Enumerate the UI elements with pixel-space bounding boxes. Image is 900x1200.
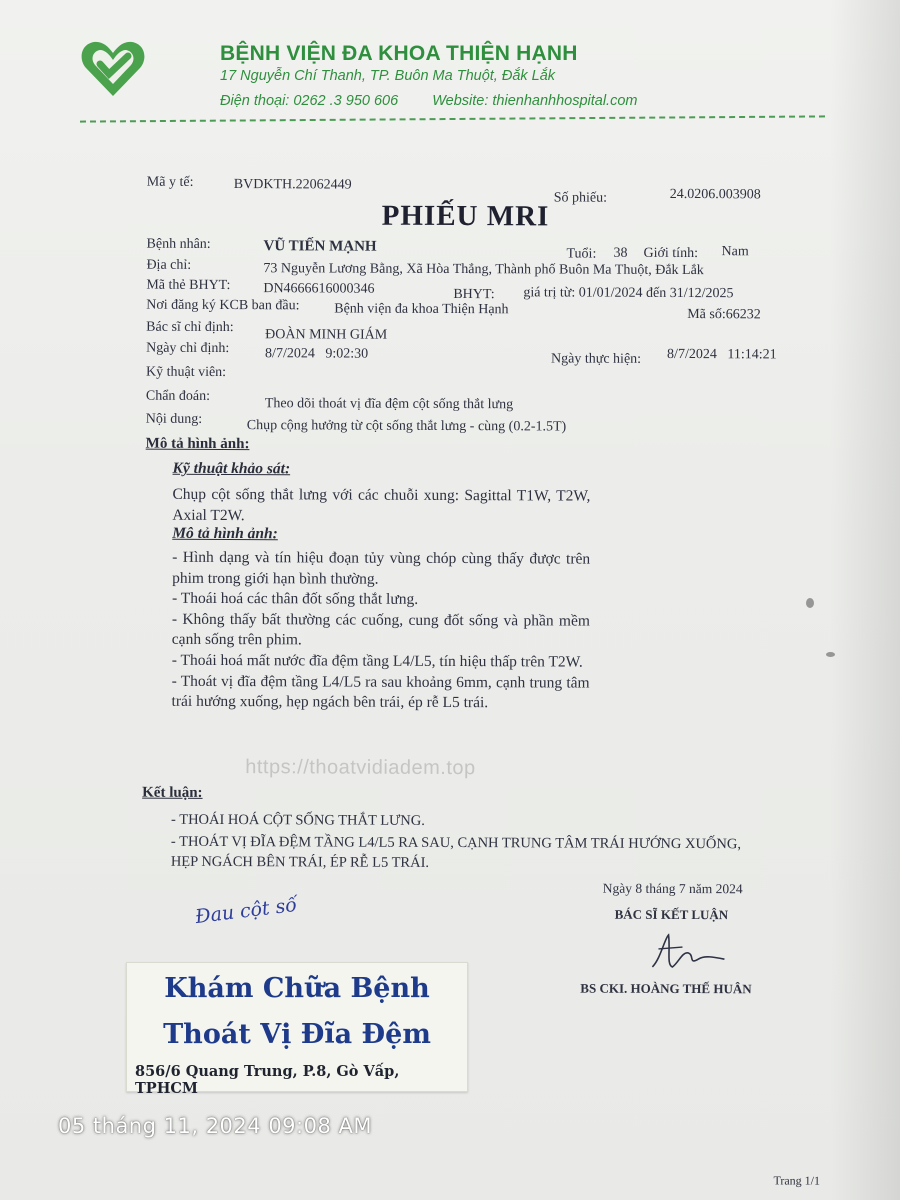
conclusion-line-2: - THOÁT VỊ ĐĨA ĐỆM TẦNG L4/L5 RA SAU, CẠNH TRUNG TÂM TRÁI HƯỚNG XUỐNG, xyxy=(170,833,742,853)
finding-item: - Thoát vị đĩa đệm tầng L4/L5 ra sau khoảng 6mm, cạnh trung tâm trái hướng xuống, hẹp ngách bên trái, ép rễ L5 trái. xyxy=(171,672,590,712)
age-value: 38 xyxy=(613,245,628,261)
hospital-website: Website: thienhanhhospital.com xyxy=(432,93,638,109)
signature-date: Ngày 8 tháng 7 năm 2024 xyxy=(602,880,743,897)
kcb-value: Bệnh viện đa khoa Thiện Hạnh xyxy=(334,301,509,318)
hospital-address: 17 Nguyễn Chí Thanh, TP. Buôn Ma Thuột, Đắk Lắk xyxy=(220,68,556,84)
doctor-label: Bác sĩ chỉ định: xyxy=(146,319,234,336)
bhyt-validity: giá trị từ: 01/01/2024 đến 31/12/2025 xyxy=(523,285,734,302)
perform-date-value: 8/7/2024 11:14:21 xyxy=(667,346,777,363)
clinic-stamp xyxy=(126,962,468,1097)
technique-text: Chụp cột sống thắt lưng với các chuỗi xung: Sagittal T1W, T2W, Axial T2W. xyxy=(172,485,591,524)
technique-heading: Kỹ thuật khảo sát: xyxy=(172,459,291,478)
content-label: Nội dung: xyxy=(145,411,203,427)
stamp-line-1: Khám Chữa Bệnh xyxy=(164,973,430,1004)
kcb-label: Nơi đăng ký KCB ban đầu: xyxy=(146,297,300,314)
tech-label: Kỹ thuật viên: xyxy=(145,364,227,381)
findings-heading: Mô tả hình ảnh: xyxy=(172,524,278,543)
description-heading: Mô tả hình ảnh: xyxy=(145,435,250,453)
handwritten-note: Đau cột số xyxy=(194,893,299,929)
ma-so: Mã số:66232 xyxy=(687,307,761,323)
diagnosis-value: Theo dõi thoát vị đĩa đệm cột sống thắt lưng xyxy=(264,396,514,413)
signature-role: BÁC SĨ KẾT LUẬN xyxy=(614,906,729,923)
finding-item: - Không thấy bất thường các cuống, cung đốt sống và phần mềm cạnh sống trên phim. xyxy=(171,610,590,649)
signature-name: BS CKI. HOÀNG THẾ HUÂN xyxy=(580,980,752,997)
diagnosis-label: Chẩn đoán: xyxy=(145,388,211,404)
order-date-label: Ngày chỉ định: xyxy=(146,340,230,357)
handwritten-signature-icon xyxy=(638,929,728,979)
page-number: Trang 1/1 xyxy=(773,1173,821,1188)
paper-speck xyxy=(826,652,835,657)
patient-label: Bệnh nhân: xyxy=(146,236,211,252)
ma-yte-label: Mã y tế: xyxy=(146,174,194,190)
doctor-value: ĐOÀN MINH GIÁM xyxy=(265,327,388,343)
document-title: PHIẾU MRI xyxy=(381,199,550,233)
conclusion-heading: Kết luận: xyxy=(142,784,203,801)
finding-item: - Hình dạng và tín hiệu đoạn tủy vùng chóp cùng thấy được trên phim trong giới hạn bình thường. xyxy=(172,548,591,588)
so-phieu-value: 24.0206.003908 xyxy=(669,186,761,203)
content-value: Chụp cộng hưởng từ cột sống thắt lưng - cùng (0.2-1.5T) xyxy=(246,418,567,435)
perform-date-label: Ngày thực hiện: xyxy=(551,351,642,367)
bhyt-short-label: BHYT: xyxy=(453,287,495,303)
paper-speck xyxy=(806,598,814,608)
finding-item: - Thoái hoá các thân đốt sống thắt lưng. xyxy=(171,589,419,609)
finding-item: - Thoái hoá mất nước đĩa đệm tầng L4/L5, tín hiệu thấp trên T2W. xyxy=(171,651,583,671)
findings-list xyxy=(172,548,591,715)
gender-label: Giới tính: xyxy=(643,245,699,262)
ma-yte-value: BVDKTH.22062449 xyxy=(233,177,352,193)
conclusion-line-1: - THOÁI HOÁ CỘT SỐNG THẮT LƯNG. xyxy=(171,811,425,829)
stamp-line-2: Thoát Vị Đĩa Đệm xyxy=(163,1019,431,1050)
photo-timestamp: 05 tháng 11, 2024 09:08 AM xyxy=(58,1114,372,1138)
gender-value: Nam xyxy=(721,244,749,260)
watermark-url: https://thoatvidiadem.top xyxy=(245,756,476,780)
order-date-value: 8/7/2024 9:02:30 xyxy=(265,346,369,362)
hospital-name: BỆNH VIỆN ĐA KHOA THIỆN HẠNH xyxy=(220,42,578,65)
so-phieu-label: Số phiếu: xyxy=(553,190,608,206)
address-label: Địa chỉ: xyxy=(146,257,192,273)
hospital-phone: Điện thoại: 0262 .3 950 606 xyxy=(220,93,399,109)
bhyt-label: Mã thẻ BHYT: xyxy=(146,277,231,294)
stamp-address: 856/6 Quang Trung, P.8, Gò Vấp, TPHCM xyxy=(135,1063,400,1097)
patient-name: VŨ TIẾN MẠNH xyxy=(263,238,377,255)
bhyt-value: DN4666616000346 xyxy=(263,281,375,297)
conclusion-line-3: HẸP NGÁCH BÊN TRÁI, ÉP RỄ L5 TRÁI. xyxy=(170,853,430,871)
address-value: 73 Nguyễn Lương Bằng, Xã Hòa Thắng, Thành phố Buôn Ma Thuột, Đắk Lắk xyxy=(263,261,704,279)
age-label: Tuổi: xyxy=(566,246,597,262)
